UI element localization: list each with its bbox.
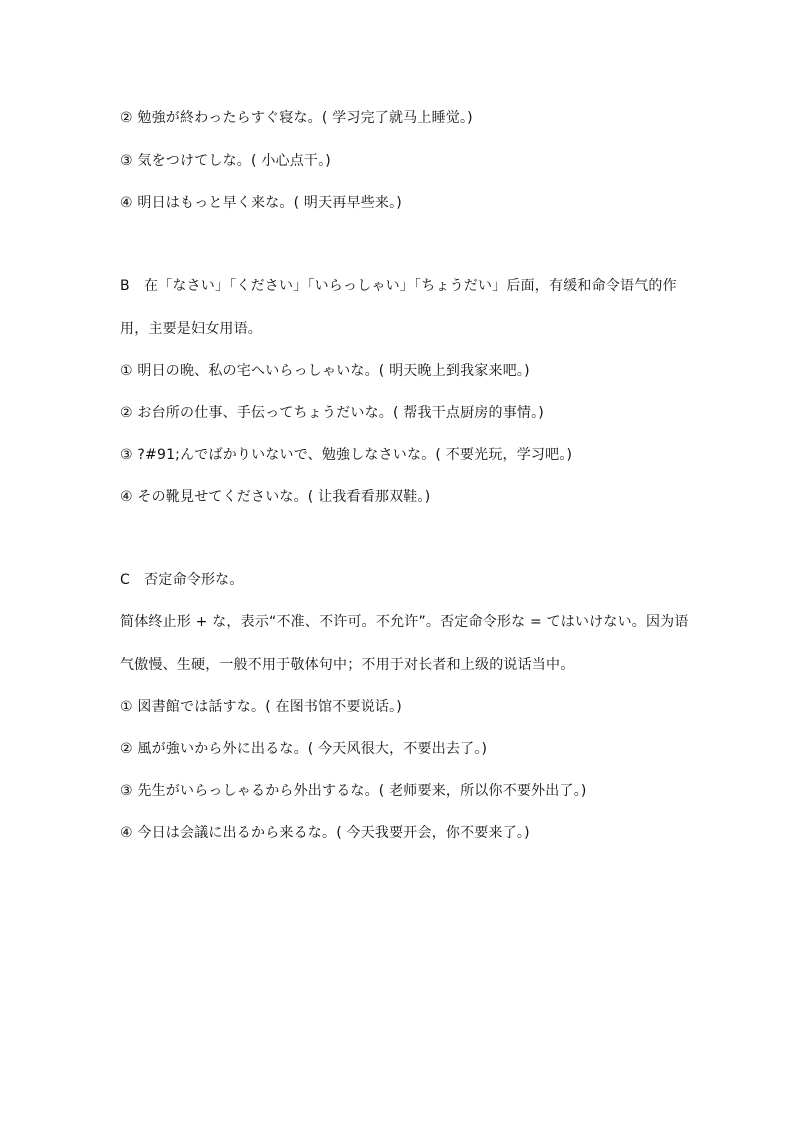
- example-b-2: ② お台所の仕事、手伝ってちょうだいな。( 帮我干点厨房的事情。): [120, 405, 544, 421]
- example-b-3: ③ ?#91;んでばかりいないで、勉強しなさいな。( 不要光玩，学习吧。): [120, 447, 573, 463]
- example-c-4: ④ 今日は会議に出るから来るな。( 今天我要开会，你不要来了。): [120, 825, 530, 841]
- section-b-intro-line-2: 用，主要是妇女用语。: [120, 321, 262, 337]
- example-a-3: ③ 気をつけてしな。( 小心点干。): [120, 153, 331, 169]
- example-b-4: ④ その靴見せてくださいな。( 让我看看那双鞋。): [120, 489, 431, 505]
- example-c-1: ① 図書館では話すな。( 在图书馆不要说话。): [120, 699, 402, 715]
- section-c-desc-line-1: 简体终止形 + な，表示“不准、不许可。不允许”。否定命令形な = てはいけない。因为语: [120, 614, 689, 630]
- example-a-2: ② 勉強が終わったらすぐ寝な。( 学习完了就马上睡觉。): [120, 110, 473, 126]
- example-c-3: ③ 先生がいらっしゃるから外出するな。( 老师要来，所以你不要外出了。): [120, 783, 587, 799]
- section-c-desc-line-2: 气傲慢、生硬，一般不用于敬体句中；不用于对长者和上级的说话当中。: [120, 657, 575, 673]
- section-b-intro-line-1: B 在「なさい」「ください」「いらっしゃい」「ちょうだい」后面，有缓和命令语气的作: [120, 278, 677, 294]
- example-b-1: ① 明日の晩、私の宅へいらっしゃいな。( 明天晚上到我家来吧。): [120, 363, 530, 379]
- example-a-4: ④ 明日はもっと早く来な。( 明天再早些来。): [120, 195, 402, 211]
- example-c-2: ② 風が強いから外に出るな。( 今天风很大，不要出去了。): [120, 741, 488, 757]
- section-c-heading: C 否定命令形な。: [120, 572, 244, 588]
